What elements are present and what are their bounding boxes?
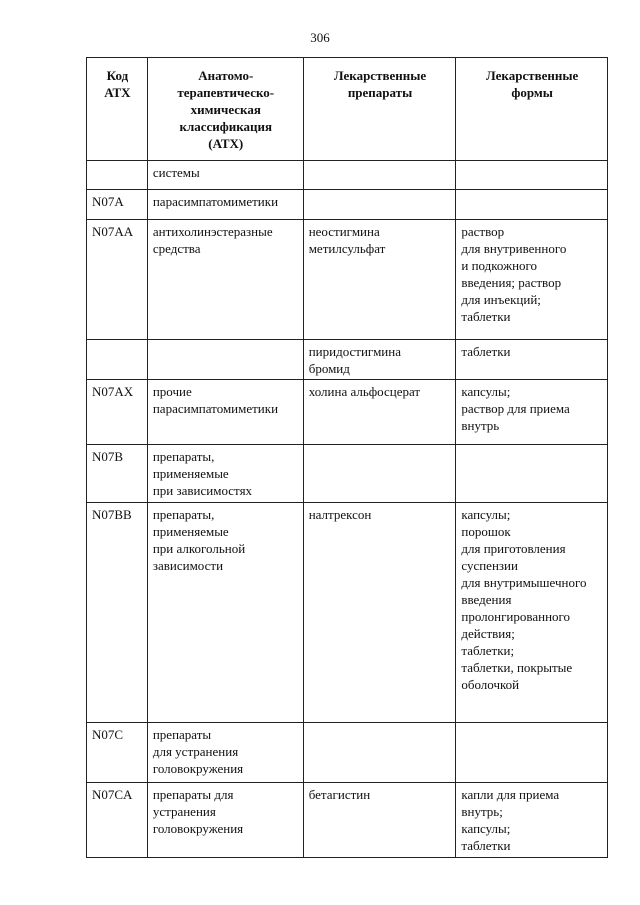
atc-classification-cell: препараты для устранения головокружения: [147, 723, 303, 783]
dosage-forms-cell: [456, 445, 608, 503]
atc-code-cell: [87, 161, 148, 190]
drug-cell: [303, 723, 456, 783]
atc-classification-cell: [147, 340, 303, 380]
atc-code-cell: N07B: [87, 445, 148, 503]
drug-cell: неостигмина метилсульфат: [303, 220, 456, 340]
atc-classification-cell: системы: [147, 161, 303, 190]
atc-code-cell: N07C: [87, 723, 148, 783]
drug-cell: [303, 161, 456, 190]
table-row: [87, 445, 608, 503]
drug-cell: налтрексон: [303, 503, 456, 723]
drug-cell: бетагистин: [303, 783, 456, 858]
atc-code-cell: N07AA: [87, 220, 148, 340]
dosage-forms-cell: капсулы; раствор для приема внутрь: [456, 380, 608, 445]
atc-code-cell: N07CA: [87, 783, 148, 858]
table-row: [87, 190, 608, 220]
header-atc-classification: Анатомо- терапевтическо- химическая классификация (АТХ): [147, 58, 303, 161]
table-row: [87, 220, 608, 340]
atc-classification-cell: препараты, применяемые при зависимостях: [147, 445, 303, 503]
table-row: [87, 340, 608, 380]
dosage-forms-cell: [456, 723, 608, 783]
atc-classification-cell: антихолинэстеразные средства: [147, 220, 303, 340]
dosage-forms-cell: [456, 190, 608, 220]
table-row: [87, 161, 608, 190]
header-drugs: Лекарственные препараты: [303, 58, 456, 161]
atc-classification-cell: прочие парасимпатомиметики: [147, 380, 303, 445]
drug-cell: [303, 445, 456, 503]
dosage-forms-cell: капсулы; порошок для приготовления суспензии для внутримышечного введения пролонгированного действия; таблетки; таблетки, покрытые оболочкой: [456, 503, 608, 723]
table-row: [87, 783, 608, 858]
atc-code-cell: N07AX: [87, 380, 148, 445]
page-number: 306: [310, 30, 330, 45]
atc-classification-cell: препараты для устранения головокружения: [147, 783, 303, 858]
dosage-forms-cell: [456, 161, 608, 190]
dosage-forms-cell: капли для приема внутрь; капсулы; таблетки: [456, 783, 608, 858]
atc-classification-cell: препараты, применяемые при алкогольной зависимости: [147, 503, 303, 723]
table-row: [87, 380, 608, 445]
drug-cell: пиридостигмина бромид: [303, 340, 456, 380]
atc-code-cell: N07BB: [87, 503, 148, 723]
atc-code-cell: [87, 340, 148, 380]
dosage-forms-cell: таблетки: [456, 340, 608, 380]
atc-classification-cell: парасимпатомиметики: [147, 190, 303, 220]
drug-cell: холина альфосцерат: [303, 380, 456, 445]
table-row: [87, 503, 608, 723]
header-atc-code: Код АТХ: [87, 58, 148, 161]
drug-cell: [303, 190, 456, 220]
table-header-row: [87, 58, 608, 161]
dosage-forms-cell: раствор для внутривенного и подкожного введения; раствор для инъекций; таблетки: [456, 220, 608, 340]
atc-code-cell: N07A: [87, 190, 148, 220]
table-row: [87, 723, 608, 783]
atc-drug-table: [86, 57, 608, 858]
header-dosage-forms: Лекарственные формы: [456, 58, 608, 161]
